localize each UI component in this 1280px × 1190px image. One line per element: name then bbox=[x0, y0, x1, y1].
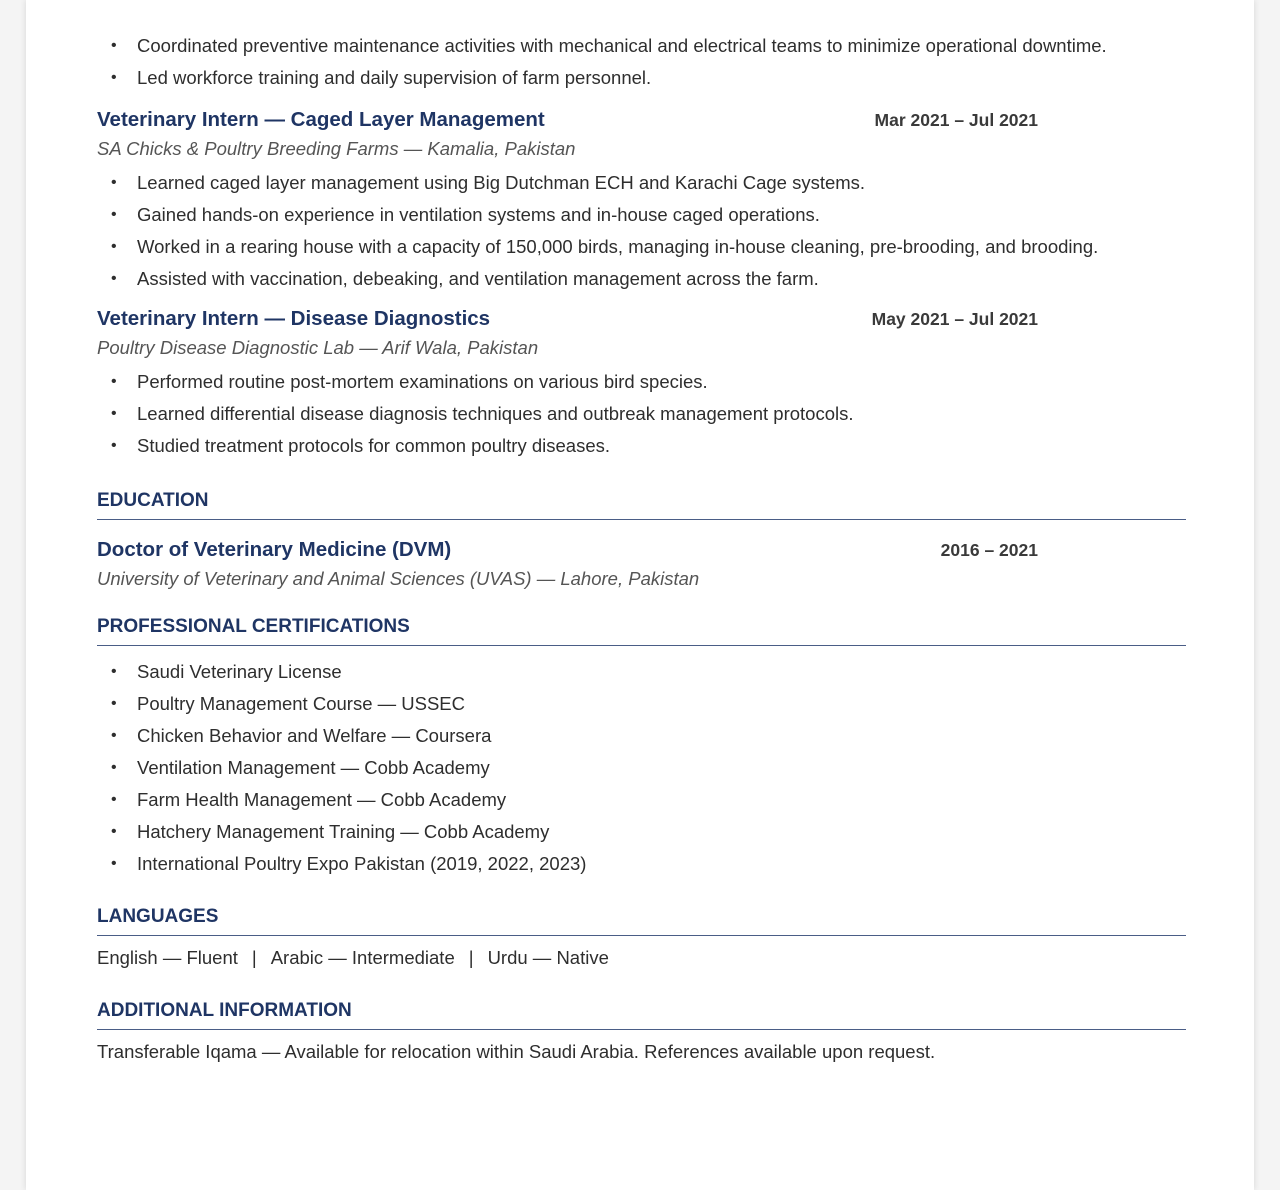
list-item: • Gained hands-on experience in ventilation systems and in-house caged operations. bbox=[97, 199, 1186, 231]
job-title: Veterinary Intern — Disease Diagnostics bbox=[97, 307, 491, 330]
list-item: • Ventilation Management — Cobb Academy bbox=[97, 752, 1186, 784]
job-bullets bbox=[97, 167, 1186, 295]
previous-job-bullets bbox=[97, 30, 1186, 94]
degree-title: Doctor of Veterinary Medicine (DVM) bbox=[97, 538, 452, 561]
resume-page bbox=[26, 0, 1254, 1190]
certifications-list bbox=[97, 656, 1186, 880]
education-entry bbox=[97, 534, 1186, 592]
list-item: • Learned caged layer management using Big Dutchman ECH and Karachi Cage systems. bbox=[97, 167, 1186, 199]
language-separator: | bbox=[251, 947, 257, 968]
section-heading-certifications: PROFESSIONAL CERTIFICATIONS bbox=[97, 614, 1186, 646]
language-separator: | bbox=[468, 947, 474, 968]
list-item: • Learned differential disease diagnosis techniques and outbreak management protocols. bbox=[97, 398, 1186, 430]
list-item: • Performed routine post-mortem examinations on various bird species. bbox=[97, 366, 1186, 398]
job-entry bbox=[97, 303, 1186, 462]
education-date: 2016 – 2021 bbox=[940, 540, 1038, 560]
list-item: • Studied treatment protocols for common poultry diseases. bbox=[97, 430, 1186, 462]
list-item: • Led workforce training and daily supervision of farm personnel. bbox=[97, 62, 1186, 94]
additional-info-text: Transferable Iqama — Available for relocation within Saudi Arabia. References available upon request. bbox=[97, 1041, 936, 1062]
list-item: • Chicken Behavior and Welfare — Coursera bbox=[97, 720, 1186, 752]
job-organization: SA Chicks & Poultry Breeding Farms — Kamalia, Pakistan bbox=[97, 138, 576, 159]
job-date: Mar 2021 – Jul 2021 bbox=[874, 110, 1038, 130]
language-item: Arabic — Intermediate bbox=[270, 947, 455, 968]
job-header bbox=[97, 303, 1186, 335]
education-header bbox=[97, 534, 1186, 566]
school-name: University of Veterinary and Animal Sciences (UVAS) — Lahore, Pakistan bbox=[97, 568, 700, 589]
job-entry bbox=[97, 104, 1186, 295]
section-heading-additional: ADDITIONAL INFORMATION bbox=[97, 998, 1186, 1030]
language-item: English — Fluent bbox=[97, 947, 238, 968]
list-item: • Poultry Management Course — USSEC bbox=[97, 688, 1186, 720]
list-item: • Saudi Veterinary License bbox=[97, 656, 1186, 688]
list-item: • Hatchery Management Training — Cobb Academy bbox=[97, 816, 1186, 848]
job-organization: Poultry Disease Diagnostic Lab — Arif Wala, Pakistan bbox=[97, 337, 539, 358]
job-header bbox=[97, 104, 1186, 136]
list-item: • Assisted with vaccination, debeaking, and ventilation management across the farm. bbox=[97, 263, 1186, 295]
resume-content bbox=[97, 0, 1186, 1066]
job-date: May 2021 – Jul 2021 bbox=[871, 309, 1038, 329]
section-heading-languages: LANGUAGES bbox=[97, 904, 1186, 936]
section-heading-education: EDUCATION bbox=[97, 488, 1186, 520]
language-item: Urdu — Native bbox=[487, 947, 609, 968]
languages-line bbox=[97, 944, 1186, 972]
list-item: • Worked in a rearing house with a capacity of 150,000 birds, managing in-house cleaning, pre-brooding, and brooding. bbox=[97, 231, 1186, 263]
list-item: • Farm Health Management — Cobb Academy bbox=[97, 784, 1186, 816]
job-title: Veterinary Intern — Caged Layer Management bbox=[97, 108, 545, 131]
list-item: • International Poultry Expo Pakistan (2019, 2022, 2023) bbox=[97, 848, 1186, 880]
list-item: • Coordinated preventive maintenance activities with mechanical and electrical teams to minimize operational downtime. bbox=[97, 30, 1186, 62]
job-bullets bbox=[97, 366, 1186, 462]
